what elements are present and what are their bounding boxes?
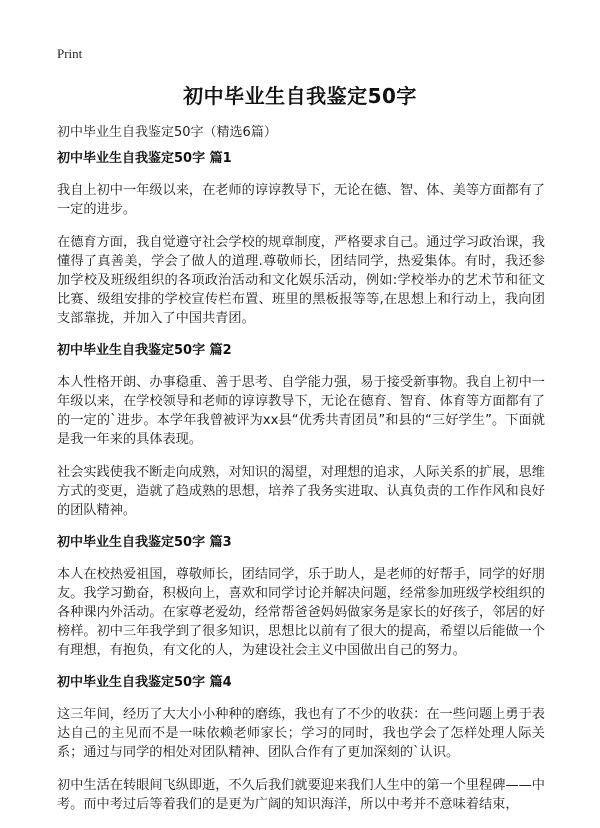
document-subtitle: 初中毕业生自我鉴定50字（精选6篇） — [57, 125, 277, 140]
print-link[interactable]: Print — [57, 46, 83, 61]
section-heading: 初中毕业生自我鉴定50字 篇2 — [57, 343, 232, 358]
section-2 — [57, 342, 545, 520]
paragraph: 社会实践使我不断走向成熟，对知识的渴望，对理想的追求，人际关系的扩展，思维方式的变更，造就了趋成熟的思想，培养了我务实进取、认真负责的工作作风和良好的团队精神。 — [57, 465, 545, 518]
section-heading: 初中毕业生自我鉴定50字 篇3 — [57, 535, 232, 550]
document-content — [57, 150, 545, 828]
section-heading: 初中毕业生自我鉴定50字 篇4 — [57, 675, 232, 690]
document-title: 初中毕业生自我鉴定50字 — [183, 84, 417, 108]
section-3 — [57, 534, 545, 660]
paragraph: 在德育方面，我自觉遵守社会学校的规章制度，严格要求自己。通过学习政治课，我懂得了真善美，学会了做人的道理.尊敬师长，团结同学，热爱集体。有时，我还参加学校及班级组织的各项政治活动和文化娱乐活动，例如:学校举办的艺术节和征文比赛、级组安排的学校宣传栏布置、班里的黑板报等等,在思想上和行动上，我向团支部靠拢，并加入了中国共青团。 — [57, 235, 545, 326]
section-1 — [57, 150, 545, 328]
paragraph: 本人在校热爱祖国，尊敬师长，团结同学，乐于助人，是老师的好帮手，同学的好朋友。我学习勤奋，积极向上，喜欢和同学讨论并解决问题，经常参加班级学校组织的各种课内外活动。在家尊老爱幼，经常帮爸爸妈妈做家务是家长的好孩子，邻居的好榜样。初中三年我学到了很多知识，思想比以前有了很大的提高，希望以后能做一个有理想，有抱负，有文化的人，为建设社会主义中国做出自己的努力。 — [57, 567, 545, 658]
paragraph: 本人性格开朗、办事稳重、善于思考、自学能力强，易于接受新事物。我自上初中一年级以来，在学校领导和老师的谆谆教导下，无论在德育、智育、体育等方面都有了的一定的`进步。本学年我曾被评为xx县“优秀共青团员”和县的“三好学生”。下面就是我一年来的具体表现。 — [57, 375, 545, 447]
paragraph: 初中生活在转眼间飞纵即逝，不久后我们就要迎来我们人生中的第一个里程碑——中考。而中考过后等着我们的是更为广阔的知识海洋，所以中考并不意味着结束， — [57, 778, 545, 812]
section-heading: 初中毕业生自我鉴定50字 篇1 — [57, 151, 232, 166]
paragraph: 我自上初中一年级以来，在老师的谆谆教导下，无论在德、智、体、美等方面都有了一定的进步。 — [57, 183, 545, 217]
paragraph: 这三年间，经历了大大小小种种的磨练，我也有了不少的收获：在一些问题上勇于表达自己的主见而不是一味依赖老师家长；学习的同时，我也学会了怎样处理人际关系；通过与同学的相处对团队精神、团队合作有了更加深刻的`认识。 — [57, 707, 545, 760]
section-4 — [57, 674, 545, 814]
